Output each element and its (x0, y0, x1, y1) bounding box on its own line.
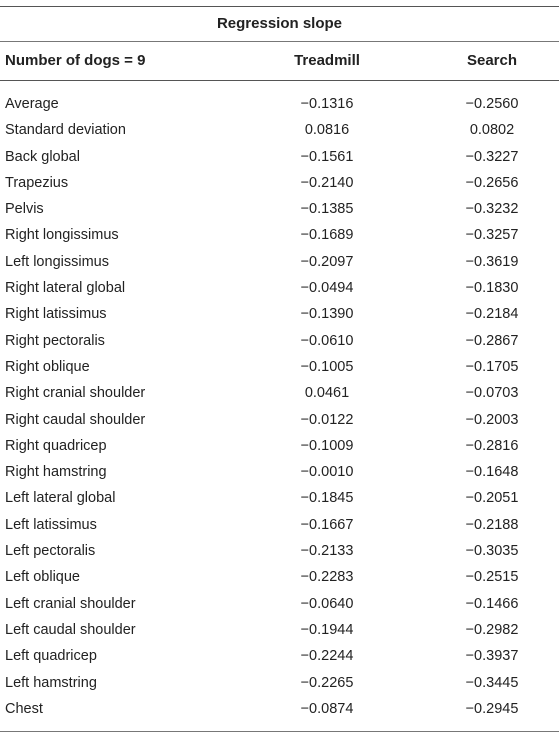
cell-treadmill: −0.0610 (300, 332, 354, 349)
cell-search: −0.2867 (465, 332, 519, 349)
cell-label: Left quadricep (5, 648, 97, 665)
cell-label: Right longissimus (5, 227, 119, 244)
cell-treadmill: −0.0874 (300, 700, 354, 717)
cell-label: Trapezius (5, 174, 69, 191)
cell-label: Back global (5, 148, 80, 165)
cell-search: −0.3619 (465, 253, 519, 270)
cell-label: Left oblique (5, 569, 80, 586)
table-row (0, 564, 559, 590)
cell-label: Left caudal shoulder (5, 621, 136, 638)
cell-treadmill: −0.1316 (300, 96, 354, 112)
table-row (0, 617, 559, 643)
cell-search: −0.3257 (465, 227, 519, 244)
cell-search: −0.3227 (465, 148, 519, 165)
cell-treadmill: −0.1009 (300, 437, 354, 454)
cell-search: −0.0703 (465, 385, 519, 402)
table-row (0, 275, 559, 301)
cell-treadmill: −0.2140 (300, 174, 354, 191)
table-row (0, 117, 559, 143)
cell-search: −0.2188 (465, 516, 519, 533)
cell-treadmill: −0.1845 (300, 490, 354, 507)
cell-label: Left cranial shoulder (5, 595, 136, 612)
cell-search: −0.3937 (465, 648, 519, 665)
column-header-label: Number of dogs = 9 (5, 52, 146, 69)
table-row (0, 433, 559, 459)
cell-label: Left pectoralis (5, 543, 96, 560)
table-row (0, 643, 559, 669)
cell-treadmill: −0.2265 (300, 674, 354, 691)
table-row (0, 91, 559, 117)
table-row (0, 222, 559, 248)
cell-label: Left longissimus (5, 253, 109, 270)
table-row (0, 328, 559, 354)
cell-label: Average (5, 96, 59, 112)
cell-search: −0.2515 (465, 569, 519, 586)
cell-label: Right pectoralis (5, 332, 105, 349)
table-row (0, 301, 559, 327)
table-row (0, 696, 559, 722)
spanner-header: Regression slope (216, 15, 343, 32)
cell-treadmill: −0.1561 (300, 148, 354, 165)
table-row (0, 249, 559, 275)
cell-search: −0.3445 (465, 674, 519, 691)
cell-search: 0.0802 (469, 122, 515, 139)
cell-search: −0.1648 (465, 464, 519, 481)
cell-treadmill: −0.1944 (300, 621, 354, 638)
table-row (0, 170, 559, 196)
cell-search: −0.2656 (465, 174, 519, 191)
cell-treadmill: −0.1385 (300, 201, 354, 218)
bottom-rule (0, 731, 559, 732)
cell-treadmill: −0.0640 (300, 595, 354, 612)
cell-label: Left hamstring (5, 674, 97, 691)
cell-treadmill: −0.0494 (300, 280, 354, 297)
cell-search: −0.1466 (465, 595, 519, 612)
cell-label: Pelvis (5, 201, 44, 218)
cell-treadmill: −0.1689 (300, 227, 354, 244)
cell-search: −0.2560 (465, 96, 519, 112)
cell-treadmill: −0.1667 (300, 516, 354, 533)
cell-search: −0.2816 (465, 437, 519, 454)
cell-label: Right lateral global (5, 280, 126, 297)
cell-label: Left latissimus (5, 516, 97, 533)
cell-label: Right caudal shoulder (5, 411, 146, 428)
cell-search: −0.2003 (465, 411, 519, 428)
cell-search: −0.1705 (465, 358, 519, 375)
header-rule (0, 80, 559, 81)
cell-search: −0.3232 (465, 201, 519, 218)
cell-treadmill: −0.2283 (300, 569, 354, 586)
cell-label: Right quadricep (5, 437, 107, 454)
table-row (0, 380, 559, 406)
table-row (0, 538, 559, 564)
cell-search: −0.1830 (465, 280, 519, 297)
cell-label: Right hamstring (5, 464, 107, 481)
cell-search: −0.2945 (465, 700, 519, 717)
cell-treadmill: −0.2097 (300, 253, 354, 270)
cell-label: Right oblique (5, 358, 90, 375)
cell-treadmill: −0.0122 (300, 411, 354, 428)
cell-label: Right cranial shoulder (5, 385, 146, 402)
table-row (0, 144, 559, 170)
cell-search: −0.2982 (465, 621, 519, 638)
spanner-rule (0, 41, 559, 42)
cell-treadmill: −0.1005 (300, 358, 354, 375)
table-row (0, 485, 559, 511)
table-row (0, 512, 559, 538)
table-body (0, 91, 559, 722)
cell-label: Left lateral global (5, 490, 116, 507)
table-row (0, 591, 559, 617)
cell-label: Standard deviation (5, 122, 126, 139)
table-row (0, 407, 559, 433)
table-row (0, 670, 559, 696)
cell-label: Right latissimus (5, 306, 107, 323)
cell-search: −0.3035 (465, 543, 519, 560)
cell-label: Chest (5, 700, 43, 717)
cell-treadmill: −0.2133 (300, 543, 354, 560)
cell-treadmill: −0.1390 (300, 306, 354, 323)
cell-treadmill: −0.2244 (300, 648, 354, 665)
cell-search: −0.2051 (465, 490, 519, 507)
table-row (0, 459, 559, 485)
cell-treadmill: 0.0816 (304, 122, 350, 139)
cell-treadmill: 0.0461 (304, 385, 350, 402)
column-header-search: Search (466, 52, 518, 69)
top-rule (0, 6, 559, 7)
cell-search: −0.2184 (465, 306, 519, 323)
column-header-treadmill: Treadmill (294, 52, 360, 69)
table-row (0, 196, 559, 222)
table-row (0, 354, 559, 380)
cell-treadmill: −0.0010 (300, 464, 354, 481)
